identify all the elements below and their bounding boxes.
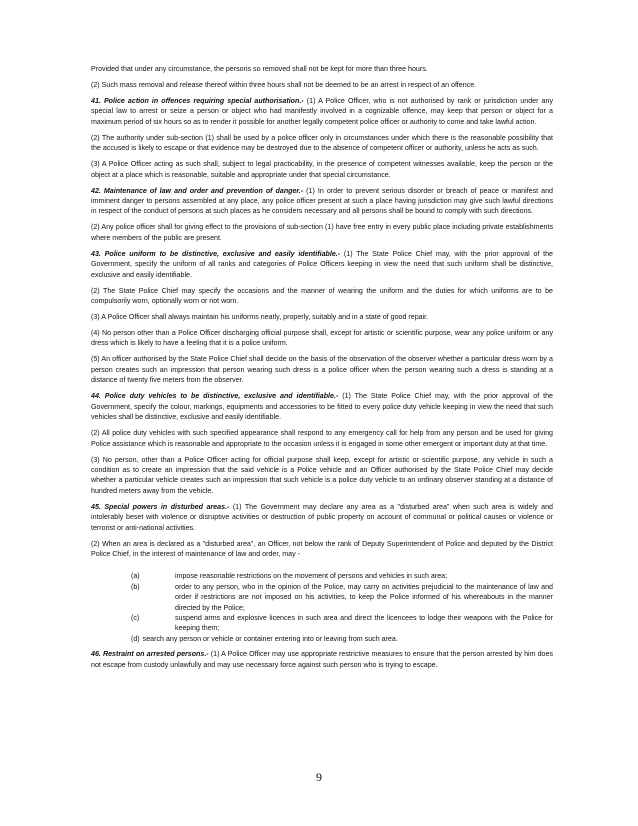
list-item-label: (b) [131, 582, 140, 591]
list-item [91, 571, 553, 581]
section-text: (1) A Police Officer, who is not authorised by rank or jurisdiction under any special law to arrest or seize a person or object who had manifestly involved in a cognizable offence, may keep that person or object for a maximum period of six hours so as to render it possible for another legally competent police officer or authority to come and take lawful action. [91, 97, 553, 126]
section-heading: 42. Maintenance of law and order and prevention of danger.- [91, 186, 304, 195]
list-item [91, 634, 553, 644]
section-text: (1) A Police Officer may use appropriate restrictive measures to ensure that the person arrested by him does not escape from custody unlawfully and may use necessary force against such person who is trying to escape. [91, 650, 553, 669]
paragraph: (2) All police duty vehicles with such specified appearance shall respond to any emergency call for help from any person and be used for giving Police assistance which is reasonable and appropriate to the occasion unless it is engaged in some other emergent or important duty at that time. [91, 429, 553, 448]
paragraph: (3) A Police Officer acting as such shall, subject to legal practicability, in the presence of competent witnesses available, keep the person or the object at a place which is reasonable, suitable and appropriate under that special circumstance. [91, 160, 553, 179]
section-heading: 46. Restraint on arrested persons.- [91, 650, 209, 659]
list-item-label: (c) [131, 613, 140, 622]
section-text: (1) The Government may declare any area as a "disturbed area" when such area is widely and intolerably beset with violence or disruptive activities or destruction of public property on account of communal or political causes or violence or terrorist or anti-national activities. [91, 502, 553, 532]
paragraph: (2) When an area is declared as a "disturbed area", an Officer, not below the rank of Deputy Superintendent of Police and deputed by the District Police Chief, in the interest of maintenance of law and order, may - [91, 539, 553, 558]
list-item-label: (d) [131, 634, 140, 643]
section-heading: 41. Police action in offences requiring special authorisation.- [91, 97, 304, 105]
paragraph: (2) The authority under sub-section (1) shall be used by a police officer only in circumstances under which there is the reasonable possibility that the accused is likely to escape or that evidence may be destroyed due to the absence of competent officer or authority, unless he acts as such. [91, 133, 553, 153]
section-text: (1) The State Police Chief may, with the prior approval of the Government, specify the uniform of all ranks and categories of Police Officers keeping in view the need that such uniform shall be distinctive, exclusive and easily identifiable. [91, 249, 553, 279]
list-item [91, 582, 553, 613]
list-item-label: (a) [131, 572, 140, 581]
list-item [91, 613, 553, 634]
paragraph: (5) An officer authorised by the State Police Chief shall decide on the basis of the observation of the observer whether a particular dress worn by a person creates such an impression that person wearing such dress is a police officer when the person wearing such a dress is standing at a distance of twenty five meters from the observer. [91, 355, 553, 385]
section-text: (1) In order to prevent serious disorder or breach of peace or manifest and imminent danger to persons assembled at any place, any police officer present at such a place having jurisdiction may give such lawful directions in respect of the conduct of persons at such places as he considers necessary and all persons shall be bound to comply with such directions. [91, 186, 553, 216]
paragraph: (2) The State Police Chief may specify the occasions and the manner of wearing the uniform and the duties for which uniforms are to be compulsorily worn, optionally worn or not worn. [91, 286, 553, 306]
paragraph: (3) No person, other than a Police Officer acting for official purpose shall keep, except for artistic or scientific purpose, any vehicle in such a condition as to create an impression that the said vehicle is a Police vehicle and an Officer authorised by the State Police Chief may decide whether a particular vehicle creates such an impression that such vehicle is a police duty vehicle to an ordinary observer standing at a distance of hundred meters away from the vehicle. [91, 455, 553, 495]
page-body [91, 64, 553, 676]
paragraph: (3) A Police Officer shall always maintain his uniforms neatly, properly, suitably and in a state of good repair. [91, 313, 429, 322]
paragraph: (2) Such mass removal and release thereof within three hours shall not be deemed to be an arrest in respect of an offence. [91, 81, 477, 89]
list-item-text: search any person or vehicle or container entering into or leaving from such area. [142, 634, 398, 643]
section-44 [91, 391, 553, 422]
section-41 [91, 96, 553, 127]
paragraph: (4) No person other than a Police Officer discharging official purpose shall, except for artistic or scientific purpose, wear any police uniform or any dress which is likely to have a feeling that it is a police uniform. [91, 329, 553, 348]
list-item-text: order to any person, who in the opinion of the Police, may carry on activities prejudicial to the maintenance of law and order if restrictions are not imposed on his activities, to keep the Police informed of his whereabouts in the manner directed by the Police; [175, 582, 553, 612]
clause-list [91, 571, 553, 644]
section-42 [91, 186, 553, 217]
section-45 [91, 502, 553, 533]
section-heading: 45. Special powers in disturbed areas.- [91, 502, 230, 511]
section-43 [91, 249, 553, 280]
list-item-text: suspend arms and explosive licences in such area and direct the licencees to lodge their weapons with the Police for keeping them; [175, 613, 553, 633]
section-text: (1) The State Police Chief may, with the prior approval of the Government, specify the colour, markings, equipments and accessories to be fitted to every police duty vehicle keeping in view the need that such vehicles shall be distinctive, exclusive and easily identifiable. [91, 392, 553, 422]
page-number: 9 [316, 770, 322, 784]
paragraph: Provided that under any circumstance, the persons so removed shall not be kept for more than three hours. [91, 65, 428, 73]
list-item-text: impose reasonable restrictions on the movement of persons and vehicles in such area; [175, 572, 448, 581]
section-heading: 43. Police uniform to be distinctive, exclusive and easily identifiable.- [91, 249, 341, 258]
paragraph: (2) Any police officer shall for giving effect to the provisions of sub-section (1) have free entry in every public place including private establishments where members of the public are present. [91, 223, 553, 242]
section-heading: 44. Police duty vehicles to be distinctive, exclusive and identifiable.- [91, 392, 339, 401]
section-46 [91, 649, 553, 670]
